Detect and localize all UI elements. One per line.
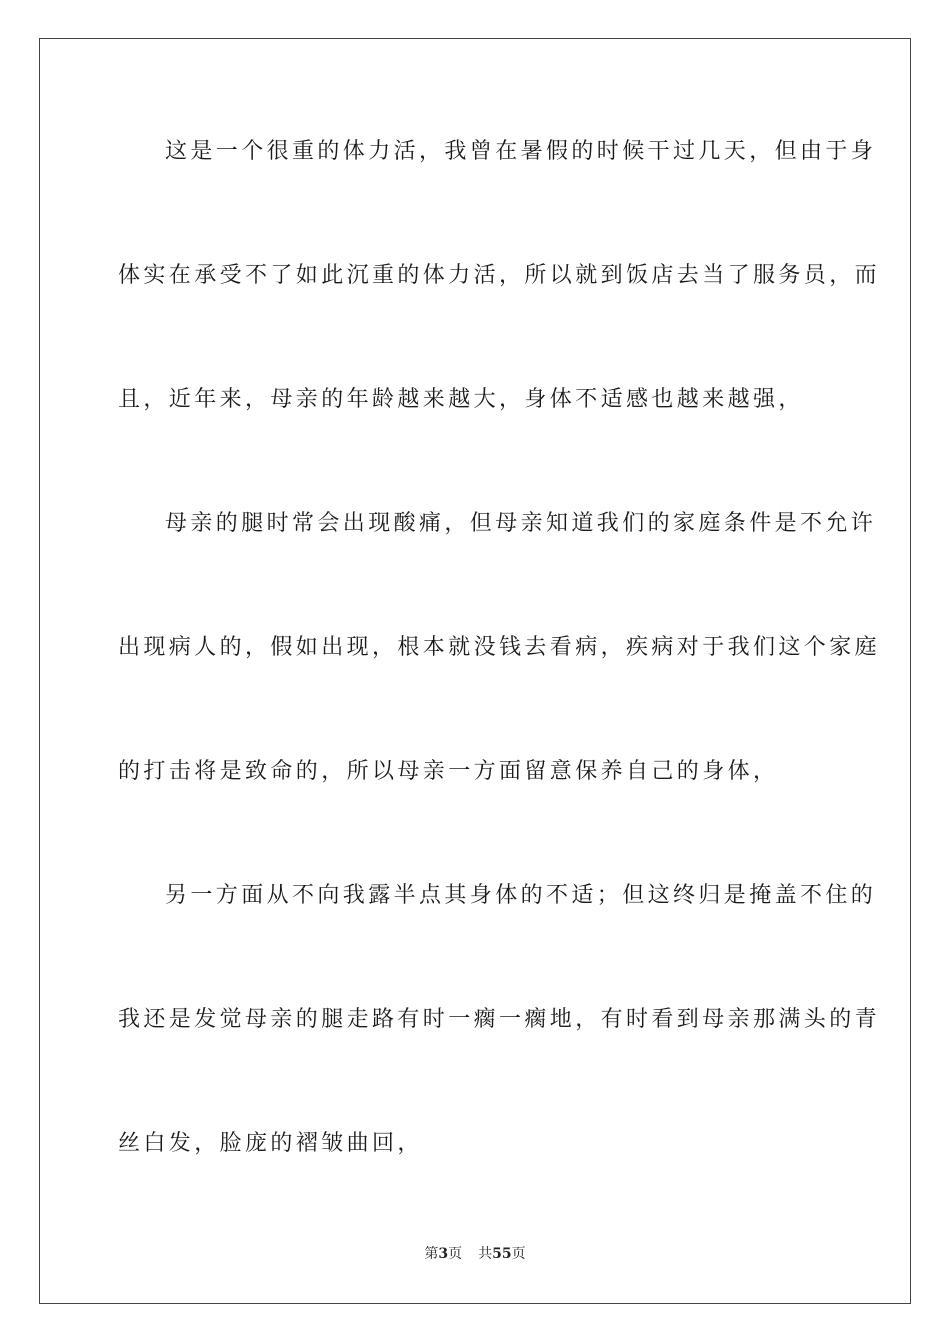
- page-suffix: 页: [448, 1246, 463, 1262]
- paragraph-line: 这是一个很重的体力活，我曾在暑假的时候干过几天，但由于身: [165, 139, 877, 164]
- total-prefix: 共: [478, 1246, 493, 1262]
- page-footer: [0, 1244, 950, 1264]
- page-prefix: 第: [424, 1246, 439, 1262]
- paragraph-line: 我还是发觉母亲的腿走路有时一瘸一瘸地，有时看到母亲那满头的青: [118, 1007, 881, 1032]
- total-pages: 55: [492, 1246, 512, 1262]
- paragraph-line: 母亲的腿时常会出现酸痛，但母亲知道我们的家庭条件是不允许: [165, 511, 877, 536]
- paragraph-line: 丝白发，脸庞的褶皱曲回，: [118, 1131, 423, 1156]
- paragraph-line: 的打击将是致命的，所以母亲一方面留意保养自己的身体，: [118, 759, 779, 784]
- total-suffix: 页: [511, 1246, 526, 1262]
- paragraph-line: 另一方面从不向我露半点其身体的不适；但这终归是掩盖不住的: [165, 883, 877, 908]
- page-border: [39, 38, 911, 1304]
- page-number: 3: [438, 1246, 449, 1262]
- paragraph-line: 体实在承受不了如此沉重的体力活，所以就到饭店去当了服务员，而: [118, 263, 881, 288]
- paragraph-line: 且，近年来，母亲的年龄越来越大，身体不适感也越来越强，: [118, 387, 804, 412]
- paragraph-line: 出现病人的，假如出现，根本就没钱去看病，疾病对于我们这个家庭: [118, 635, 881, 660]
